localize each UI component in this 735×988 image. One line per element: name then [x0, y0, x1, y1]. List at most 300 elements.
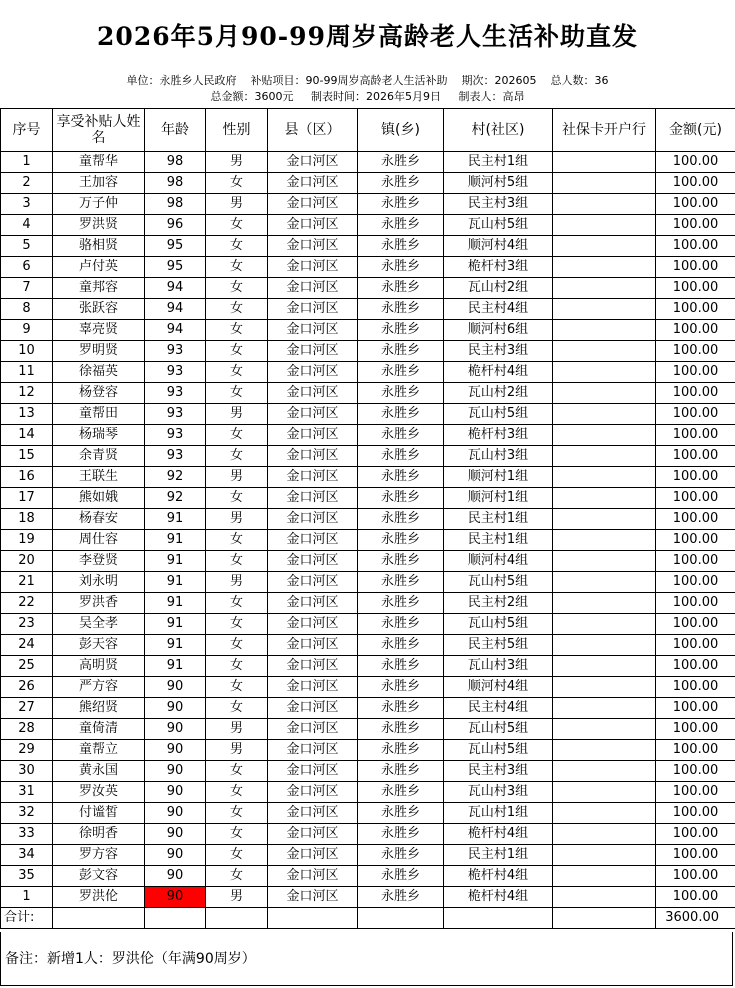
cell-amount: 100.00	[656, 257, 735, 278]
cell-amount: 100.00	[656, 614, 735, 635]
cell-no: 29	[1, 740, 53, 761]
table-row	[1, 572, 735, 593]
cell-sex: 女	[206, 173, 268, 194]
cell-county: 金口河区	[268, 404, 358, 425]
table-row	[1, 677, 735, 698]
cell-sex: 女	[206, 698, 268, 719]
cell-town: 永胜乡	[358, 467, 444, 488]
cell-no: 14	[1, 425, 53, 446]
period-value: 202605	[494, 74, 537, 87]
cell-sex: 女	[206, 845, 268, 866]
cell-sex: 男	[206, 740, 268, 761]
sheet-title: 2026年5月90-99周岁高龄老人生活补助直发	[97, 22, 638, 51]
table-row	[1, 404, 735, 425]
cell-bank	[553, 635, 656, 656]
cell-name: 周仕容	[53, 530, 145, 551]
cell-amount: 100.00	[656, 467, 735, 488]
cell-town: 永胜乡	[358, 299, 444, 320]
cell-amount: 100.00	[656, 320, 735, 341]
cell-age: 93	[145, 425, 206, 446]
cell-sex: 女	[206, 362, 268, 383]
table-row	[1, 845, 735, 866]
cell-bank	[553, 488, 656, 509]
table-row	[1, 236, 735, 257]
table-row	[1, 782, 735, 803]
cell-amount: 100.00	[656, 530, 735, 551]
cell-county: 金口河区	[268, 362, 358, 383]
cell-village: 瓦山村5组	[444, 215, 553, 236]
cell-town: 永胜乡	[358, 278, 444, 299]
cell-age: 90	[145, 866, 206, 887]
total-amount-value: 3600元	[254, 90, 294, 103]
cell-town: 永胜乡	[358, 551, 444, 572]
cell-no: 10	[1, 341, 53, 362]
cell-town: 永胜乡	[358, 698, 444, 719]
cell-name: 童帮立	[53, 740, 145, 761]
cell-name: 杨登容	[53, 383, 145, 404]
cell-village: 瓦山村1组	[444, 803, 553, 824]
cell-name: 杨春安	[53, 509, 145, 530]
unit-label: 单位：	[126, 74, 160, 87]
cell-village: 瓦山村5组	[444, 740, 553, 761]
cell-age: 96	[145, 215, 206, 236]
cell-no: 1	[1, 887, 53, 908]
meta-line-2	[0, 89, 735, 105]
header-county: 县（区）	[268, 109, 358, 152]
cell-age: 93	[145, 383, 206, 404]
cell-bank	[553, 551, 656, 572]
cell-town: 永胜乡	[358, 761, 444, 782]
cell-village: 顺河村1组	[444, 467, 553, 488]
cell-sex: 男	[206, 719, 268, 740]
cell-amount: 100.00	[656, 803, 735, 824]
cell-bank	[553, 404, 656, 425]
cell-town: 永胜乡	[358, 173, 444, 194]
cell-bank	[553, 278, 656, 299]
cell-county: 金口河区	[268, 803, 358, 824]
cell-county: 金口河区	[268, 551, 358, 572]
cell-amount: 100.00	[656, 866, 735, 887]
cell-village: 桅杆村4组	[444, 824, 553, 845]
cell-sex: 女	[206, 320, 268, 341]
cell-village: 桅杆村3组	[444, 257, 553, 278]
cell-village: 顺河村5组	[444, 173, 553, 194]
cell-name: 童邦容	[53, 278, 145, 299]
cell-town: 永胜乡	[358, 446, 444, 467]
cell-town: 永胜乡	[358, 194, 444, 215]
cell-amount: 100.00	[656, 677, 735, 698]
cell-amount: 100.00	[656, 215, 735, 236]
cell-bank	[553, 614, 656, 635]
cell-age: 90	[145, 677, 206, 698]
cell-amount: 100.00	[656, 719, 735, 740]
cell-amount: 100.00	[656, 635, 735, 656]
table-row	[1, 740, 735, 761]
cell-county: 金口河区	[268, 173, 358, 194]
cell-county: 金口河区	[268, 887, 358, 908]
table-row	[1, 278, 735, 299]
cell-age: 92	[145, 488, 206, 509]
cell-age: 93	[145, 446, 206, 467]
cell-town: 永胜乡	[358, 236, 444, 257]
cell-town: 永胜乡	[358, 341, 444, 362]
project-label: 补贴项目：	[250, 74, 306, 87]
cell-village: 桅杆村4组	[444, 887, 553, 908]
cell-age: 90	[145, 803, 206, 824]
cell-name: 吴全孝	[53, 614, 145, 635]
cell-name: 罗洪香	[53, 593, 145, 614]
cell-amount: 100.00	[656, 551, 735, 572]
cell-town: 永胜乡	[358, 866, 444, 887]
cell-name: 熊绍贤	[53, 698, 145, 719]
cell-age: 94	[145, 278, 206, 299]
cell-county: 金口河区	[268, 635, 358, 656]
table-row	[1, 215, 735, 236]
cell-age: 90	[145, 782, 206, 803]
cell-sex: 女	[206, 236, 268, 257]
cell-age: 91	[145, 593, 206, 614]
cell-bank	[553, 299, 656, 320]
cell-sex: 女	[206, 761, 268, 782]
cell-no: 32	[1, 803, 53, 824]
cell-village: 顺河村4组	[444, 551, 553, 572]
cell-bank	[553, 698, 656, 719]
cell-county: 金口河区	[268, 320, 358, 341]
cell-amount: 100.00	[656, 824, 735, 845]
table-row	[1, 551, 735, 572]
table-row	[1, 299, 735, 320]
cell-county: 金口河区	[268, 698, 358, 719]
cell-county: 金口河区	[268, 257, 358, 278]
cell-no: 34	[1, 845, 53, 866]
table-row	[1, 719, 735, 740]
cell-amount: 100.00	[656, 887, 735, 908]
cell-amount: 100.00	[656, 173, 735, 194]
total-amount: 3600.00	[656, 908, 735, 929]
header-town: 镇(乡)	[358, 109, 444, 152]
cell-village: 民主村5组	[444, 635, 553, 656]
cell-age: 98	[145, 194, 206, 215]
cell-name: 罗方容	[53, 845, 145, 866]
table-row	[1, 467, 735, 488]
cell-county: 金口河区	[268, 236, 358, 257]
header-name: 享受补贴人姓名	[53, 109, 145, 152]
total-row	[1, 908, 735, 929]
cell-town: 永胜乡	[358, 572, 444, 593]
cell-no: 3	[1, 194, 53, 215]
cell-bank	[553, 446, 656, 467]
cell-county: 金口河区	[268, 656, 358, 677]
cell-town: 永胜乡	[358, 320, 444, 341]
meta-line-1	[0, 73, 735, 89]
cell-county: 金口河区	[268, 509, 358, 530]
cell-sex: 女	[206, 656, 268, 677]
cell-sex: 男	[206, 152, 268, 173]
cell-name: 刘永明	[53, 572, 145, 593]
cell-sex: 女	[206, 341, 268, 362]
cell-no: 13	[1, 404, 53, 425]
cell-amount: 100.00	[656, 593, 735, 614]
cell-town: 永胜乡	[358, 215, 444, 236]
cell-name: 卢付英	[53, 257, 145, 278]
cell-county: 金口河区	[268, 614, 358, 635]
cell-village: 瓦山村5组	[444, 719, 553, 740]
cell-no: 7	[1, 278, 53, 299]
cell-county: 金口河区	[268, 425, 358, 446]
cell-age: 94	[145, 320, 206, 341]
cell-village: 民主村4组	[444, 299, 553, 320]
cell-sex: 男	[206, 467, 268, 488]
cell-bank	[553, 341, 656, 362]
cell-age: 98	[145, 173, 206, 194]
subsidy-table	[0, 108, 735, 929]
cell-amount: 100.00	[656, 782, 735, 803]
cell-name: 彭文容	[53, 866, 145, 887]
cell-sex: 女	[206, 635, 268, 656]
table-row	[1, 803, 735, 824]
cell-age: 95	[145, 257, 206, 278]
cell-sex: 女	[206, 551, 268, 572]
cell-sex: 女	[206, 803, 268, 824]
cell-name: 彭天容	[53, 635, 145, 656]
cell-name: 余青贤	[53, 446, 145, 467]
cell-bank	[553, 761, 656, 782]
cell-sex: 女	[206, 530, 268, 551]
cell-age: 95	[145, 236, 206, 257]
table-row	[1, 341, 735, 362]
cell-name: 张跃容	[53, 299, 145, 320]
cell-age: 92	[145, 467, 206, 488]
cell-town: 永胜乡	[358, 362, 444, 383]
cell-county: 金口河区	[268, 446, 358, 467]
cell-county: 金口河区	[268, 824, 358, 845]
cell-county: 金口河区	[268, 467, 358, 488]
cell-amount: 100.00	[656, 362, 735, 383]
cell-no: 24	[1, 635, 53, 656]
table-row	[1, 614, 735, 635]
table-row	[1, 425, 735, 446]
cell-village: 民主村3组	[444, 761, 553, 782]
cell-age: 90	[145, 698, 206, 719]
cell-bank	[553, 782, 656, 803]
cell-village: 瓦山村5组	[444, 404, 553, 425]
cell-town: 永胜乡	[358, 887, 444, 908]
cell-bank	[553, 215, 656, 236]
cell-county: 金口河区	[268, 761, 358, 782]
cell-no: 18	[1, 509, 53, 530]
cell-county: 金口河区	[268, 719, 358, 740]
table-row	[1, 362, 735, 383]
cell-bank	[553, 257, 656, 278]
cell-village: 民主村3组	[444, 341, 553, 362]
cell-bank	[553, 803, 656, 824]
cell-sex: 男	[206, 194, 268, 215]
cell-amount: 100.00	[656, 446, 735, 467]
cell-name: 罗洪伦	[53, 887, 145, 908]
cell-town: 永胜乡	[358, 530, 444, 551]
cell-name: 王加容	[53, 173, 145, 194]
cell-bank	[553, 656, 656, 677]
cell-town: 永胜乡	[358, 257, 444, 278]
unit-value: 永胜乡人民政府	[159, 74, 237, 87]
cell-town: 永胜乡	[358, 824, 444, 845]
cell-town: 永胜乡	[358, 845, 444, 866]
table-row	[1, 446, 735, 467]
cell-sex: 女	[206, 446, 268, 467]
cell-town: 永胜乡	[358, 593, 444, 614]
cell-village: 顺河村6组	[444, 320, 553, 341]
cell-name: 罗汝英	[53, 782, 145, 803]
cell-age: 91	[145, 551, 206, 572]
cell-name: 黄永国	[53, 761, 145, 782]
header-village: 村(社区)	[444, 109, 553, 152]
cell-sex: 女	[206, 299, 268, 320]
cell-village: 桅杆村4组	[444, 362, 553, 383]
cell-no: 5	[1, 236, 53, 257]
cell-bank	[553, 866, 656, 887]
cell-amount: 100.00	[656, 152, 735, 173]
cell-bank	[553, 677, 656, 698]
cell-no: 1	[1, 152, 53, 173]
cell-amount: 100.00	[656, 761, 735, 782]
cell-age: 90	[145, 719, 206, 740]
table-row	[1, 824, 735, 845]
cell-village: 瓦山村2组	[444, 383, 553, 404]
cell-amount: 100.00	[656, 278, 735, 299]
cell-no: 9	[1, 320, 53, 341]
header-sex: 性别	[206, 109, 268, 152]
cell-amount: 100.00	[656, 572, 735, 593]
cell-village: 瓦山村5组	[444, 572, 553, 593]
cell-name: 童帮华	[53, 152, 145, 173]
count-value: 36	[594, 74, 609, 87]
table-row	[1, 509, 735, 530]
cell-no: 22	[1, 593, 53, 614]
cell-name: 徐明香	[53, 824, 145, 845]
cell-bank	[553, 194, 656, 215]
cell-sex: 女	[206, 677, 268, 698]
cell-no: 20	[1, 551, 53, 572]
cell-no: 4	[1, 215, 53, 236]
cell-town: 永胜乡	[358, 677, 444, 698]
cell-bank	[553, 509, 656, 530]
cell-bank	[553, 887, 656, 908]
cell-county: 金口河区	[268, 488, 358, 509]
cell-village: 顺河村1组	[444, 488, 553, 509]
cell-amount: 100.00	[656, 488, 735, 509]
cell-sex: 女	[206, 215, 268, 236]
cell-age: 90	[145, 824, 206, 845]
cell-amount: 100.00	[656, 341, 735, 362]
cell-village: 民主村2组	[444, 593, 553, 614]
cell-town: 永胜乡	[358, 488, 444, 509]
cell-no: 35	[1, 866, 53, 887]
cell-town: 永胜乡	[358, 152, 444, 173]
cell-county: 金口河区	[268, 530, 358, 551]
cell-age: 90	[145, 845, 206, 866]
header-amount: 金额(元)	[656, 109, 735, 152]
cell-age: 93	[145, 362, 206, 383]
cell-bank	[553, 425, 656, 446]
cell-bank	[553, 719, 656, 740]
cell-bank	[553, 236, 656, 257]
header-bank: 社保卡开户行	[553, 109, 656, 152]
table-row	[1, 488, 735, 509]
cell-county: 金口河区	[268, 593, 358, 614]
cell-name: 徐福英	[53, 362, 145, 383]
project-value: 90-99周岁高龄老人生活补助	[305, 74, 448, 87]
table-row	[1, 383, 735, 404]
cell-no: 2	[1, 173, 53, 194]
cell-county: 金口河区	[268, 194, 358, 215]
cell-no: 19	[1, 530, 53, 551]
cell-age: 94	[145, 299, 206, 320]
table-body	[1, 152, 735, 908]
cell-amount: 100.00	[656, 194, 735, 215]
cell-sex: 女	[206, 614, 268, 635]
remarks: 备注：新增1人：罗洪伦（年满90周岁）	[0, 932, 733, 986]
maker-label: 制表人：	[458, 90, 503, 103]
cell-county: 金口河区	[268, 866, 358, 887]
cell-town: 永胜乡	[358, 719, 444, 740]
header-age: 年龄	[145, 109, 206, 152]
cell-age: 98	[145, 152, 206, 173]
cell-amount: 100.00	[656, 845, 735, 866]
cell-sex: 女	[206, 488, 268, 509]
cell-no: 8	[1, 299, 53, 320]
table-row	[1, 698, 735, 719]
period-label: 期次：	[461, 74, 495, 87]
cell-age: 90	[145, 761, 206, 782]
cell-no: 12	[1, 383, 53, 404]
cell-town: 永胜乡	[358, 782, 444, 803]
cell-no: 17	[1, 488, 53, 509]
cell-no: 6	[1, 257, 53, 278]
cell-bank	[553, 173, 656, 194]
cell-sex: 男	[206, 572, 268, 593]
cell-sex: 女	[206, 866, 268, 887]
cell-name: 童帮田	[53, 404, 145, 425]
cell-name: 罗洪贤	[53, 215, 145, 236]
cell-bank	[553, 572, 656, 593]
cell-age: 91	[145, 572, 206, 593]
cell-amount: 100.00	[656, 656, 735, 677]
cell-no: 26	[1, 677, 53, 698]
cell-name: 付谧皙	[53, 803, 145, 824]
cell-county: 金口河区	[268, 299, 358, 320]
header-no: 序号	[1, 109, 53, 152]
cell-no: 11	[1, 362, 53, 383]
cell-village: 瓦山村3组	[444, 656, 553, 677]
table-row	[1, 656, 735, 677]
cell-bank	[553, 740, 656, 761]
cell-sex: 女	[206, 593, 268, 614]
cell-bank	[553, 383, 656, 404]
cell-name: 严方容	[53, 677, 145, 698]
cell-name: 熊如娥	[53, 488, 145, 509]
cell-name: 骆相贤	[53, 236, 145, 257]
cell-no: 27	[1, 698, 53, 719]
count-label: 总人数：	[550, 74, 595, 87]
cell-age: 91	[145, 614, 206, 635]
cell-village: 桅杆村3组	[444, 425, 553, 446]
cell-village: 瓦山村2组	[444, 278, 553, 299]
table-row	[1, 887, 735, 908]
made-time-value: 2026年5月9日	[366, 90, 441, 103]
cell-town: 永胜乡	[358, 404, 444, 425]
cell-village: 瓦山村3组	[444, 782, 553, 803]
cell-amount: 100.00	[656, 299, 735, 320]
